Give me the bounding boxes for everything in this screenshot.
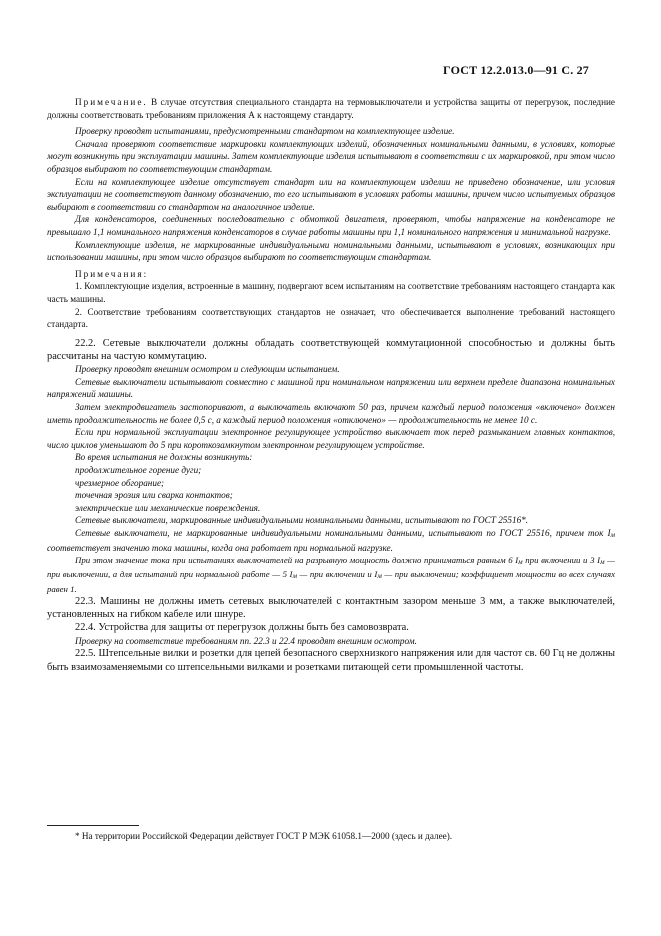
list-item: продолжительное горение дуги; (75, 465, 202, 476)
current-subscript: м (600, 558, 605, 567)
italic-paragraph: Если при нормальной эксплуатации электронное регулирующее устройство выключает ток перед размыканием главных контактов, число циклов уменьшают до 5 при короткозамкнутом электронном регулирующем устройстве. (47, 427, 615, 450)
note-label: Примечание. (75, 97, 148, 107)
italic-paragraph: Проверку проводят внешним осмотром и следующим испытанием. (75, 364, 340, 375)
note-item: 2. Соответствие требованиям соответствующих стандартов не означает, что обеспечивается выполнение требований настоящего стандарта. (47, 306, 615, 330)
text-fragment: При этом значение тока при испытаниях выключателей на разрывную мощность должно приниматься равным 6 I (75, 555, 519, 566)
page-content (47, 96, 615, 674)
current-subscript: м (292, 572, 297, 581)
italic-paragraph: Сначала проверяют соответствие маркировки комплектующих изделий, обозначенных номинальными данными, в условиях, которые могут возникнуть при эксплуатации машины. Затем комплектующие изделия испытывают в соответствии с их маркировкой, при этом число образцов выбирают по соответствующим стандартам. (47, 138, 615, 174)
footnote: * На территории Российской Федерации действует ГОСТ Р МЭК 61058.1—2000 (здесь и далее). (75, 831, 453, 841)
clause-22-3: 22.3. Машины не должны иметь сетевых выключателей с контактным зазором меньше 3 мм, а также выключателей, установленных на гибком кабеле или шнуре. (47, 595, 615, 621)
text-fragment: — при включении и I (296, 569, 378, 580)
current-subscript: м (377, 572, 382, 581)
notes-label: Примечания: (75, 268, 149, 279)
page-header: ГОСТ 12.2.013.0—91 С. 27 (443, 63, 589, 77)
clause-22-4: 22.4. Устройства для защиты от перегрузок должны быть без самовозврата. (75, 622, 409, 634)
italic-paragraph: Во время испытания не должны возникнуть: (75, 452, 253, 463)
current-subscript: м (610, 531, 615, 539)
text-fragment: — при выключении, а для испытаний при нормальной работе — 5 I (47, 555, 615, 580)
current-subscript: м (518, 558, 523, 567)
list-item: электрические или механические повреждения. (75, 502, 261, 513)
clause-22-2: 22.2. Сетевые выключатели должны обладать соответствующей коммутационной способностью и должны быть рассчитаны на частую коммутацию. (47, 337, 615, 362)
text-fragment: при включении и 3 I (522, 555, 601, 566)
italic-small-paragraph (47, 554, 615, 595)
italic-paragraph (47, 527, 615, 554)
list-item: точечная эрозия или сварка контактов; (75, 490, 233, 501)
footnote-rule (47, 825, 139, 826)
text-fragment: — при выключении; коэффициент мощности во всех случаях равен 1. (47, 569, 616, 594)
italic-paragraph: Проверку на соответствие требованиям пп. 22.3 и 22.4 проводят внешним осмотром. (75, 635, 417, 646)
italic-paragraph: Если на комплектующее изделие отсутствует стандарт или на комплектующем изделии не приведено обозначение, или условия эксплуатации не соответствуют данному обозначению, то его испытывают в условиях работы машины, причем число испытуемых образцов выбирают в соответствии со стандартом на аналогичное изделие. (47, 176, 615, 212)
italic-paragraph: Для конденсаторов, соединенных последовательно с обмоткой двигателя, проверяют, чтобы напряжение на конденсаторе не превышало 1,1 номинального напряжения конденсаторов в случае работы машины при 1,1 номинального напряжения и минимальной нагрузке. (47, 214, 615, 237)
italic-paragraph: Затем электродвигатель застопоривают, а выключатель включают 50 раз, причем каждый период положения «включено» должен иметь продолжительность не более 0,5 с, а каждый период положения «отключено» — продолжительность не менее 10 с. (47, 402, 615, 425)
italic-paragraph: Сетевые выключатели, маркированные индивидуальными номинальными данными, испытывают по ГОСТ 25516*. (75, 515, 529, 526)
italic-paragraph: Проверку проводят испытаниями, предусмотренными стандартом на комплектующее изделие. (75, 126, 455, 137)
italic-paragraph: Комплектующие изделия, не маркированные индивидуальными номинальными данными, испытывают в условиях, возникающих при использовании машины, при этом число образцов выбирают по соответствующим стандартам. (47, 239, 615, 263)
clause-22-5: 22.5. Штепсельные вилки и розетки для цепей безопасного сверхнизкого напряжения или для частот св. 60 Гц не должны быть взаимозаменяемыми со штепсельными вилками и розетками питающей сети промышленной частоты. (47, 648, 615, 673)
text-fragment: Сетевые выключатели, не маркированные индивидуальными номинальными данными, испытывают по ГОСТ 25516, причем ток I (75, 528, 611, 538)
note-paragraph (47, 96, 615, 121)
note-text: В случае отсутствия специального стандарта на термовыключатели и устройства защиты от перегрузок, последние должны соответствовать требованиям приложения А к настоящему стандарту. (47, 97, 615, 120)
italic-paragraph: Сетевые выключатели испытывают совместно с машиной при номинальном напряжении или верхнем пределе диапазона номинальных напряжений машины. (47, 376, 615, 400)
note-item: 1. Комплектующие изделия, встроенные в машину, подвергают всем испытаниям на соответствие требованиям настоящего стандарта как часть машины. (47, 281, 615, 304)
text-fragment: соответствует значению тока машины, когда она работает при нормальной нагрузке. (47, 542, 393, 553)
list-item: чрезмерное обгорание; (75, 477, 165, 488)
